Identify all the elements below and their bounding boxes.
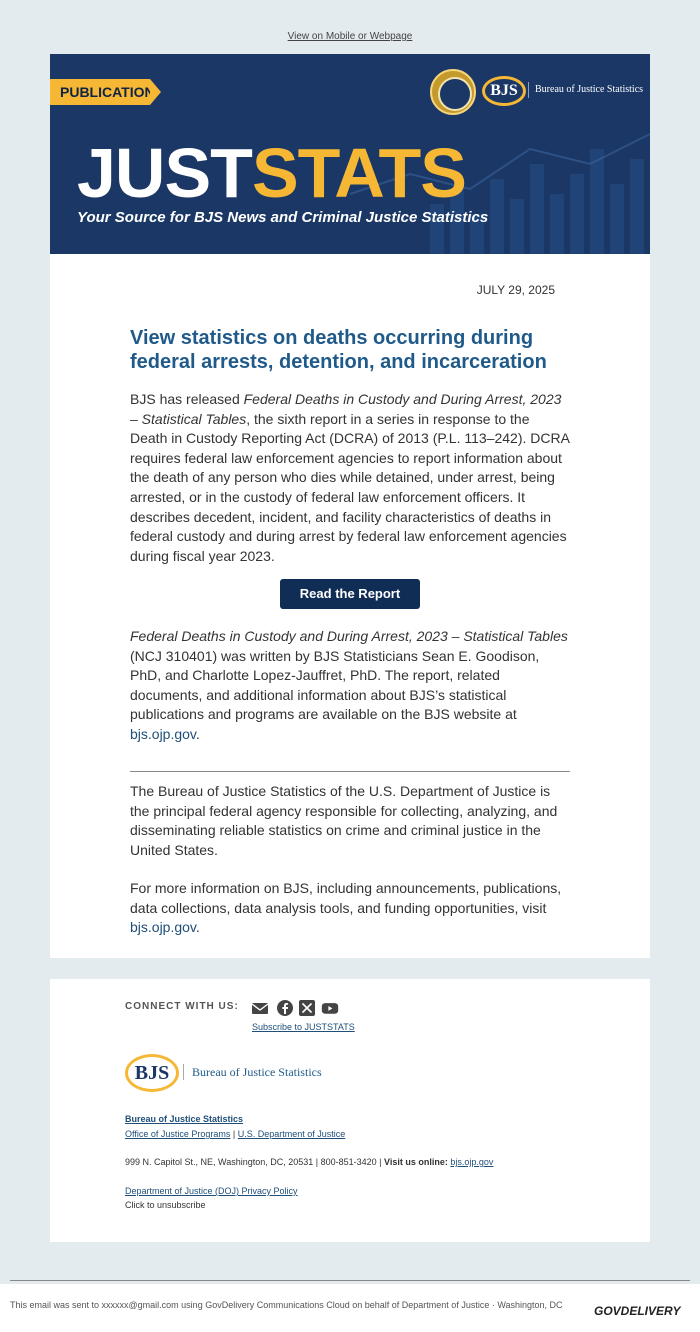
ojp-doj-links	[125, 1129, 345, 1139]
address-text: 999 N. Capitol St., NE, Washington, DC, 20531 | 800-851-3420 |	[125, 1157, 384, 1167]
period-2: .	[195, 919, 200, 936]
doj-link[interactable]: U.S. Department of Justice	[237, 1129, 346, 1139]
more-info-text: For more information on BJS, including announcements, publications, data collections, data analysis tools, and funding opportunities, visit	[130, 880, 562, 916]
youtube-icon[interactable]	[321, 999, 339, 1017]
footer-agency-name: Bureau of Justice Statistics	[183, 1064, 322, 1080]
unsubscribe-link[interactable]: Click to unsubscribe	[125, 1200, 206, 1210]
ojp-link[interactable]: Office of Justice Programs	[125, 1129, 231, 1139]
x-icon[interactable]	[298, 999, 316, 1017]
bjs-logo: BJS	[482, 76, 526, 106]
author-text: (NCJ 310401) was written by BJS Statisticians Sean E. Goodison, PhD, and Charlotte Lopez-Jauffret, PhD. The report, related documents, and additional information about BJS’s statistical publications and programs are available on the BJS website at	[130, 647, 540, 723]
article-body	[50, 254, 650, 958]
sent-to-notice: This email was sent to xxxxxx@gmail.com using GovDelivery Communications Cloud on behalf of Department of Justice · Washington, DC	[10, 1300, 563, 1310]
link-separator: |	[230, 1129, 238, 1139]
intro-prefix: BJS has released	[130, 391, 244, 407]
connect-label: CONNECT WITH US:	[125, 1001, 239, 1012]
banner-tagline: Your Source for BJS News and Criminal Justice Statistics	[77, 209, 489, 226]
footer	[50, 979, 650, 1242]
juststats-title	[77, 134, 466, 212]
bjs-website-link[interactable]: bjs.ojp.gov	[130, 725, 196, 742]
delivery-notice	[0, 1284, 700, 1332]
bjs-footer-link[interactable]: Bureau of Justice Statistics	[125, 1114, 244, 1124]
publication-date: JULY 29, 2025	[476, 283, 555, 297]
facebook-icon[interactable]	[276, 999, 294, 1017]
intro-paragraph	[130, 390, 570, 566]
banner-agency-name: Bureau of Justice Statistics	[528, 82, 643, 98]
author-paragraph	[130, 627, 570, 745]
header-banner	[50, 54, 650, 254]
title-part-stats: STATS	[251, 134, 466, 212]
visit-link[interactable]: bjs.ojp.gov	[450, 1157, 494, 1167]
address-line	[125, 1157, 493, 1167]
doj-seal-icon	[430, 69, 476, 115]
section-divider	[130, 771, 570, 772]
about-bjs-paragraph: The Bureau of Justice Statistics of the U.S. Department of Justice is the principal federal agency responsible for collecting, analyzing, and disseminating reliable statistics on crime and criminal justice in the United States.	[130, 783, 558, 858]
publication-tag: PUBLICATION	[50, 79, 150, 105]
visit-label: Visit us online:	[384, 1157, 448, 1167]
bjs-website-link-2[interactable]: bjs.ojp.gov	[130, 919, 196, 936]
subscribe-link[interactable]: Subscribe to JUSTSTATS	[252, 1022, 355, 1032]
footer-bjs-logo: BJS	[125, 1054, 179, 1092]
title-part-just: JUST	[77, 134, 252, 212]
report-title-italic-2: Federal Deaths in Custody and During Arrest, 2023 – Statistical Tables	[130, 628, 568, 644]
privacy-policy-link[interactable]: Department of Justice (DOJ) Privacy Policy	[125, 1186, 298, 1196]
view-on-web-link[interactable]: View on Mobile or Webpage	[287, 31, 413, 42]
report-title-italic: Federal Deaths in Custody and During Arrest, 2023 – Statistical Tables	[130, 391, 562, 427]
period: .	[195, 725, 200, 742]
article-headline: View statistics on deaths occurring during federal arrests, detention, and incarceration	[130, 327, 547, 373]
mail-icon[interactable]	[251, 999, 269, 1017]
intro-rest: , the sixth report in a series in response to the Death in Custody Reporting Act (DCRA) of 2013 (P.L. 113–242). DCRA requires federal law enforcement agencies to report information about the death of any person who dies while detained, under arrest, being arrested, or in the custody of federal law enforcement officers. It describes decedent, incident, and facility characteristics of deaths in federal custody and during arrest by federal law enforcement agencies during fiscal year 2023.	[130, 410, 570, 564]
bottom-divider	[10, 1280, 690, 1281]
govdelivery-logo: GOVDELIVERY	[594, 1304, 681, 1318]
more-info-paragraph	[130, 879, 570, 938]
read-report-button[interactable]: Read the Report	[280, 579, 420, 609]
